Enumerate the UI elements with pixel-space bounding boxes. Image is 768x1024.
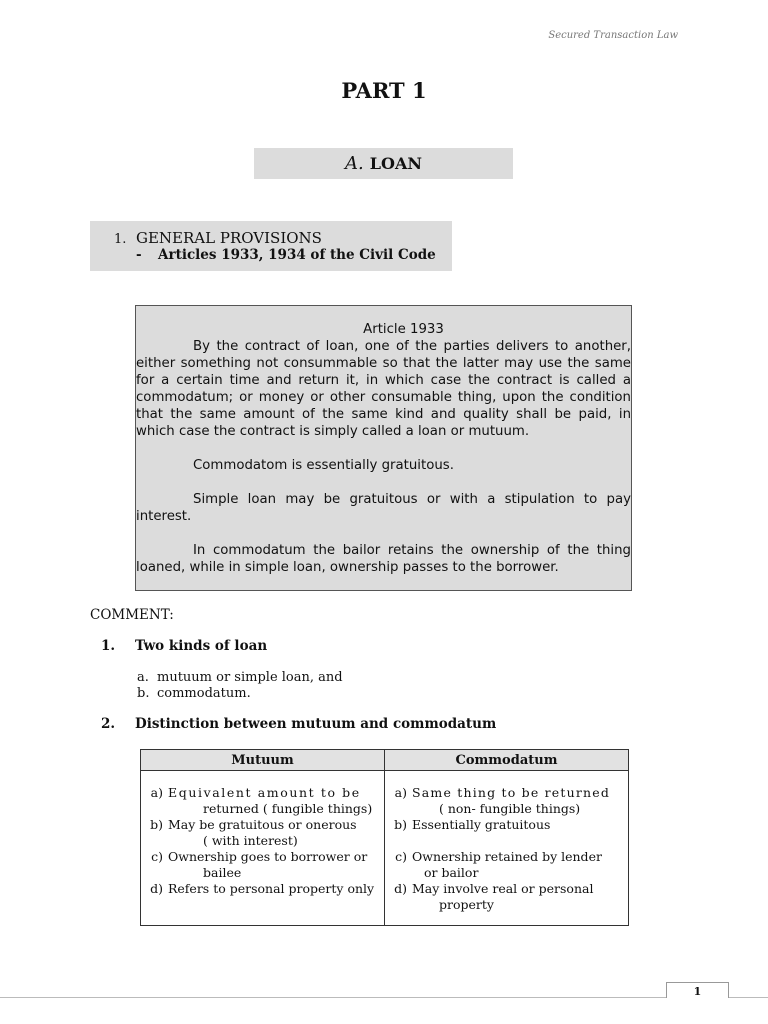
section-number: 1. xyxy=(114,232,127,247)
list-text: commodatum. xyxy=(157,686,251,701)
row-marker: c) xyxy=(395,849,407,864)
section-a-heading xyxy=(254,148,513,179)
list-item xyxy=(137,686,343,702)
section-subtitle: Articles 1933, 1934 of the Civil Code xyxy=(158,247,436,263)
row-marker: a) xyxy=(150,785,163,800)
row-marker: c) xyxy=(151,849,163,864)
article-paragraph: In commodatum the bailor retains the ownership of the thing loaned, while in simple loan, ownership passes to the borrower. xyxy=(136,543,631,575)
article-1933-box xyxy=(135,305,632,591)
section-a-letter: A. xyxy=(345,153,364,174)
row-text: May involve real or personal xyxy=(412,881,594,896)
item-title: Distinction between mutuum and commodatum xyxy=(135,716,497,732)
item-title: Two kinds of loan xyxy=(135,638,268,654)
list-letter: b. xyxy=(137,686,150,701)
list-letter: a. xyxy=(137,670,149,685)
subtitle-dash: - xyxy=(136,247,142,263)
section-a-title: LOAN xyxy=(369,154,422,173)
article-paragraph: Commodatom is essentially gratuitous. xyxy=(193,458,454,473)
commodatum-cell xyxy=(385,771,629,926)
row-text-cont: returned ( fungible things) xyxy=(203,801,373,816)
row-text: May be gratuitous or onerous xyxy=(168,817,357,832)
section-title: GENERAL PROVISIONS xyxy=(136,229,322,247)
list-text: mutuum or simple loan, and xyxy=(157,670,343,685)
row-text: Ownership retained by lender xyxy=(412,849,602,864)
article-paragraph: Simple loan may be gratuitous or with a stipulation to pay interest. xyxy=(136,492,631,524)
row-text-cont: property xyxy=(439,897,494,912)
row-text-cont: ( non- fungible things) xyxy=(439,801,581,816)
comment-label: COMMENT: xyxy=(90,607,174,623)
running-header: Secured Transaction Law xyxy=(548,30,678,41)
article-title: Article 1933 xyxy=(363,322,444,337)
row-marker: b) xyxy=(394,817,407,832)
article-paragraph: By the contract of loan, one of the parties delivers to another, either something not consummable so that the latter may use the same for a certain time and return it, in which case the contract is called a commodatum; or money or other consumable thing, upon the condition that the same amount of the same kind and quality shall be paid, in which case the contract is simply called a loan or mutuum. xyxy=(136,339,631,439)
general-provisions-heading xyxy=(90,221,452,271)
row-text: Refers to personal property only xyxy=(168,881,375,896)
row-text-cont: ( with interest) xyxy=(203,833,298,848)
distinction-table xyxy=(140,749,629,926)
loan-kinds-list xyxy=(137,670,343,702)
row-text: Same thing to be returned xyxy=(412,785,611,800)
row-text-cont: or bailor xyxy=(424,865,479,880)
row-marker: d) xyxy=(394,881,407,896)
part-title: PART 1 xyxy=(341,78,427,103)
mutuum-cell xyxy=(141,771,385,926)
page-number: 1 xyxy=(666,982,729,998)
row-marker: a) xyxy=(394,785,407,800)
row-text: Ownership goes to borrower or xyxy=(168,849,368,864)
row-text: Essentially gratuitous xyxy=(412,817,551,832)
row-text-cont: bailee xyxy=(203,865,242,880)
list-item xyxy=(137,670,343,686)
table-header-mutuum: Mutuum xyxy=(141,750,385,771)
item-number: 1. xyxy=(101,638,116,654)
item-number: 2. xyxy=(101,716,116,732)
table-header-commodatum: Commodatum xyxy=(385,750,629,771)
row-marker: d) xyxy=(150,881,163,896)
row-text: Equivalent amount to be xyxy=(168,785,361,800)
footer-rule xyxy=(0,997,768,998)
row-marker: b) xyxy=(150,817,163,832)
item-2-heading xyxy=(101,716,496,732)
item-1-heading xyxy=(101,638,267,654)
